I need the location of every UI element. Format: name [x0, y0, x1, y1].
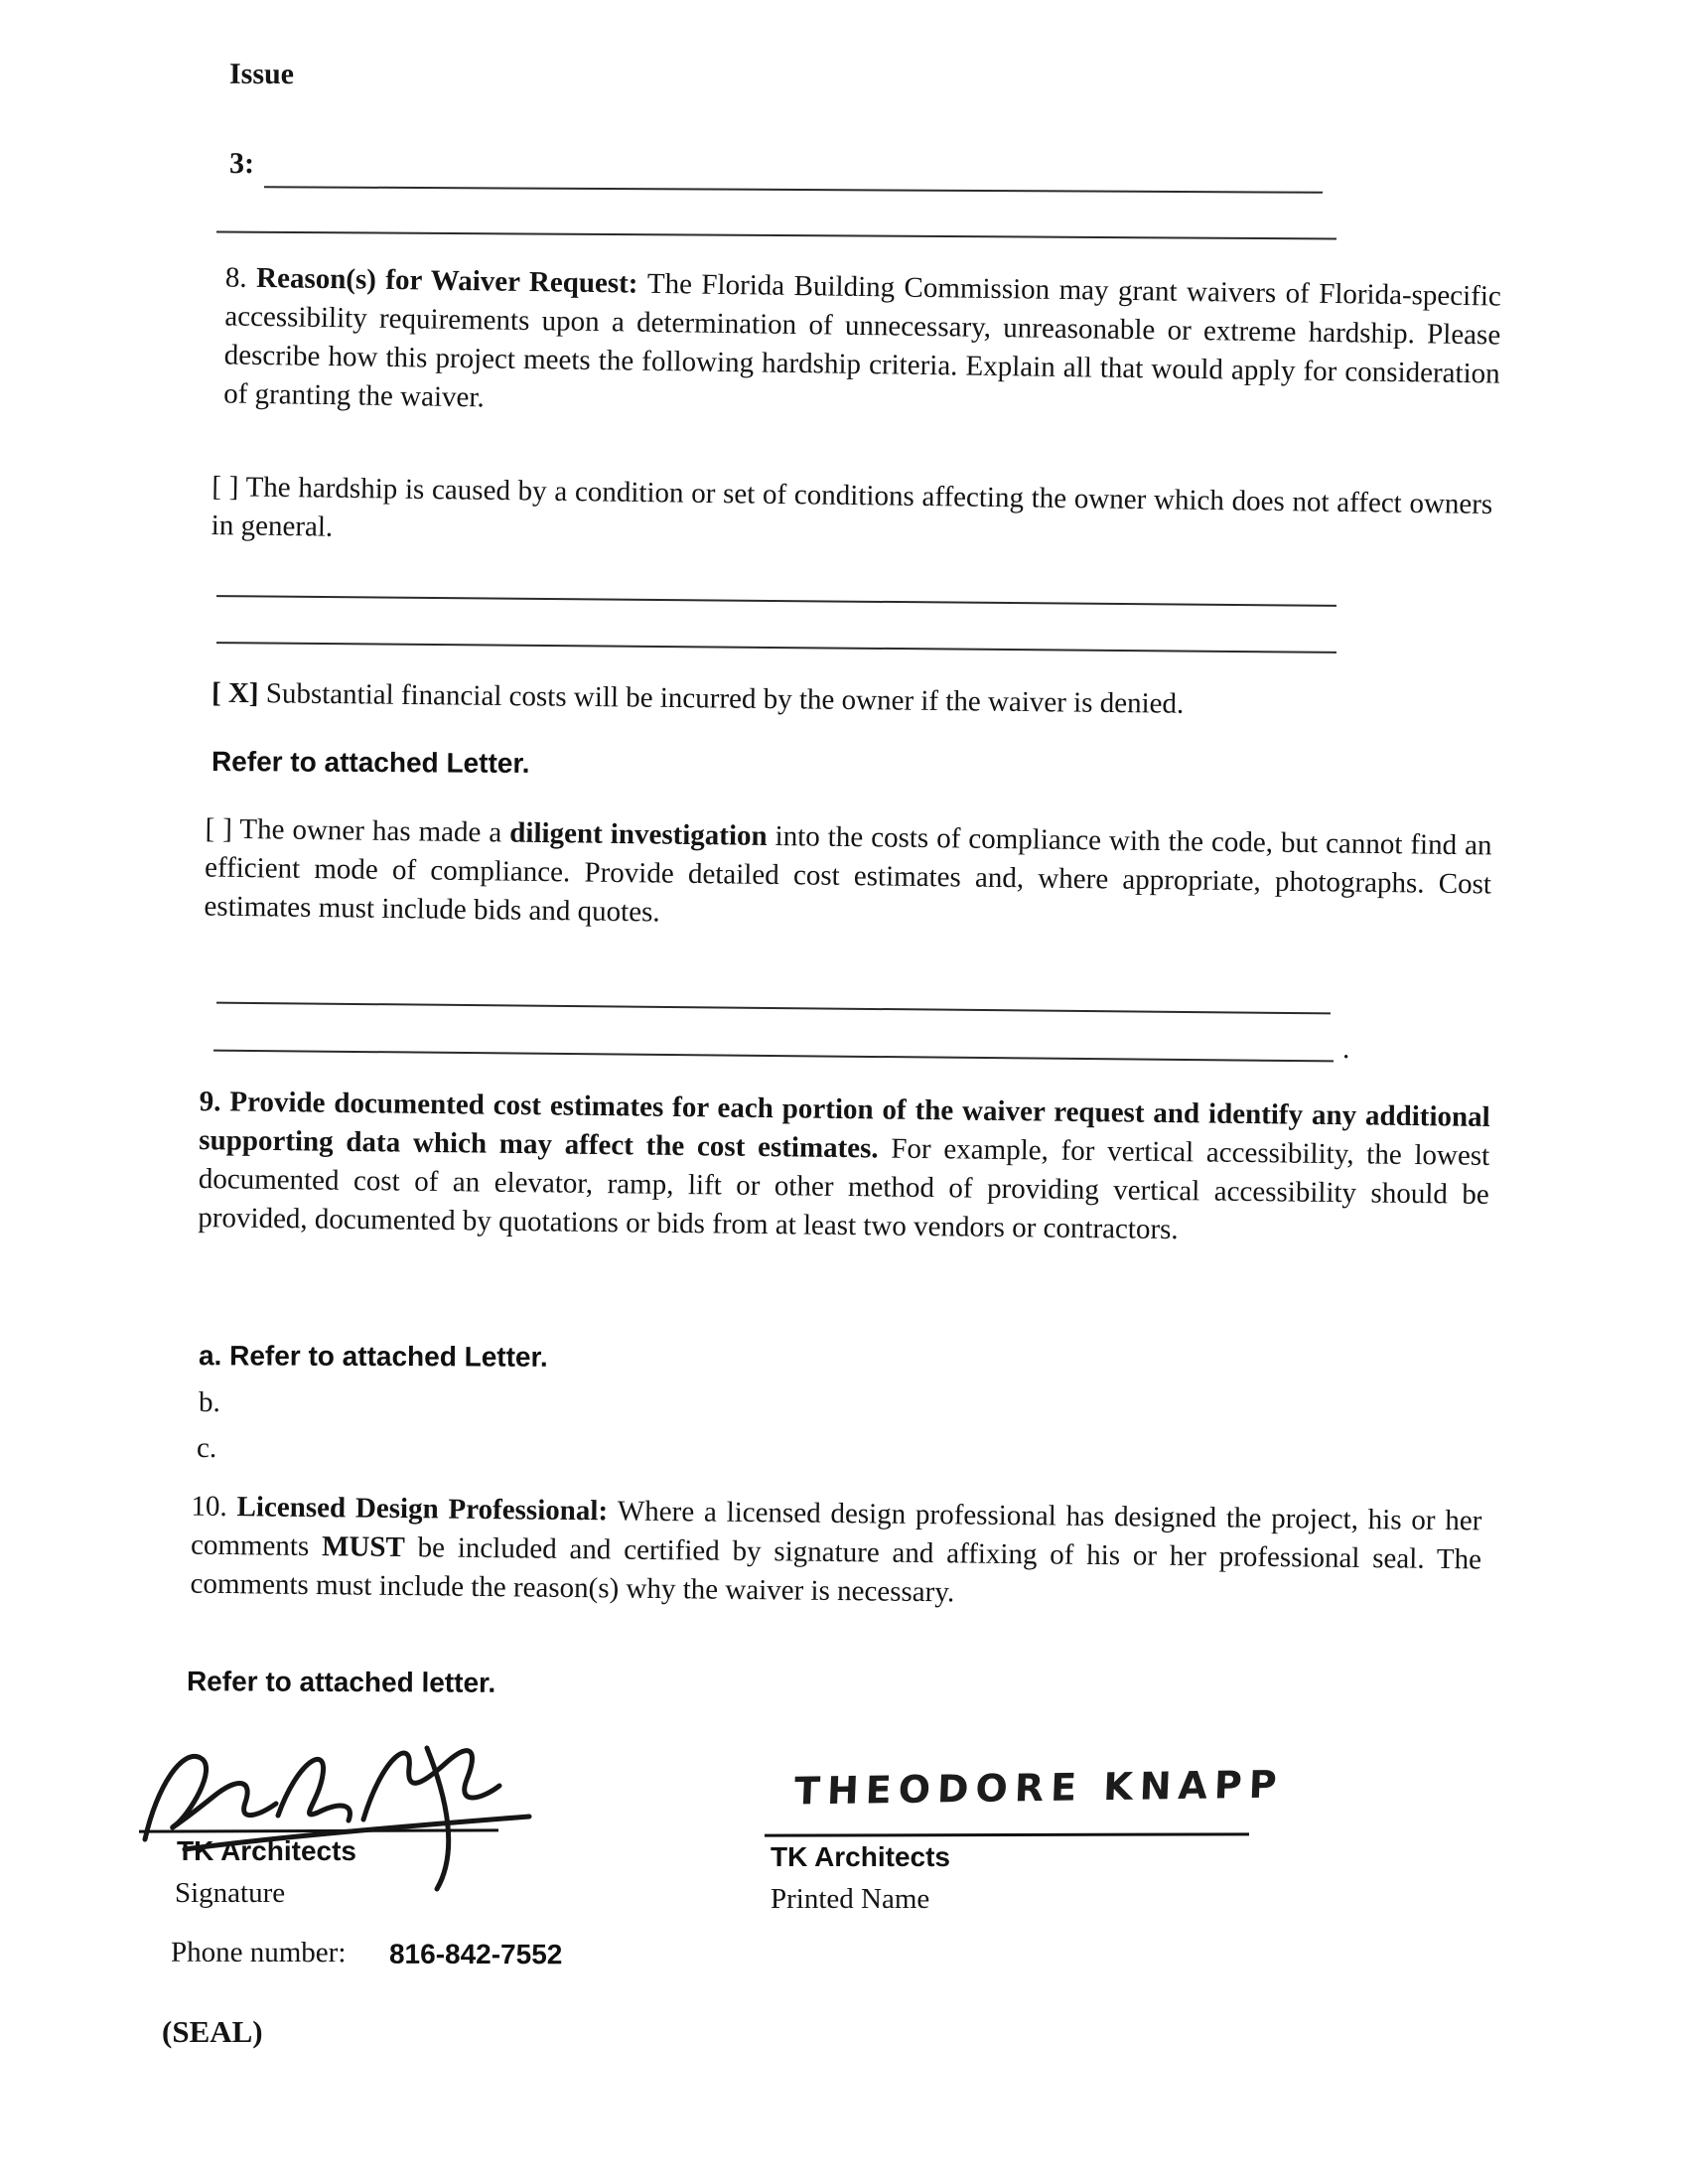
issue-answer-line-2: [216, 231, 1336, 240]
signature-handwriting: [127, 1720, 594, 1914]
criterion-3-text-post: into the costs of compliance with the code, but cannot find an efficient mode of compliance. Provide detailed cost estimates and, where appropriate, photographs. Cost estimates must include bids and quotes.: [204, 819, 1492, 929]
section8-body: The Florida Building Commission may grant waivers of Florida-specific accessibility requirements upon a determination of unnecessary, unreasonable or extreme hardship. Please describe how this project meets the following hardship criteria. Explain all that would apply for consideration of granting the waiver.: [222, 267, 1502, 414]
section9-paragraph: [198, 1083, 1490, 1253]
criterion-3-answer-line-2: [213, 1050, 1334, 1063]
section10-response: Refer to attached letter.: [186, 1666, 496, 1698]
section9-item-b-label: b.: [198, 1385, 220, 1419]
criterion-1-text: The hardship is caused by a condition or set of conditions affecting the owner which does not affect owners in general.: [211, 471, 1493, 543]
section10-body-pre: Where a licensed design professional has designed the project, his or her comments: [190, 1495, 1482, 1563]
section9-number: 9.: [199, 1086, 230, 1118]
section9-item-c-label: c.: [196, 1431, 217, 1465]
criterion-1-answer-line-1: [216, 595, 1336, 607]
section9-item-a-label: a.: [198, 1340, 230, 1372]
phone-label: Phone number:: [170, 1936, 347, 1969]
printed-name-handwriting: THEODORE KNAPP: [793, 1762, 1285, 1814]
signature-company: TK Architects: [177, 1835, 357, 1866]
section9-item-a-response: Refer to attached Letter.: [229, 1340, 548, 1373]
section10-number: 10.: [191, 1490, 237, 1524]
criterion-2-text: Substantial financial costs will be incurred by the owner if the waiver is denied.: [265, 677, 1185, 720]
section8-paragraph: [223, 258, 1501, 432]
criterion-3-text-pre: The owner has made a: [239, 812, 510, 849]
criterion-1-answer-line-2: [216, 642, 1336, 654]
seal-label: (SEAL): [162, 2014, 263, 2049]
criterion-2-checkbox: [ X]: [211, 676, 266, 710]
phone-value: 816-842-7552: [388, 1938, 563, 1970]
section10-body-bold: MUST: [321, 1530, 406, 1564]
section10-heading: Licensed Design Professional:: [236, 1491, 619, 1528]
criterion-3-text-bold: diligent investigation: [509, 816, 768, 852]
section10-paragraph: [190, 1488, 1481, 1619]
criterion-2-response: Refer to attached Letter.: [211, 746, 530, 779]
section9-item-a: [199, 1340, 548, 1374]
criterion-3-trailing-period: .: [1341, 1032, 1350, 1066]
criterion-3: [204, 810, 1491, 944]
criterion-1: [211, 468, 1493, 563]
printed-name-line: [765, 1832, 1249, 1836]
issue-number: 3:: [228, 146, 255, 181]
signature-label: Signature: [175, 1877, 286, 1909]
section10-body-post: be included and certified by signature and affixing of his or her professional seal. The comments must include the reason(s) why the waiver is necessary.: [190, 1531, 1482, 1609]
section9-body: For example, for vertical accessibility, the lowest documented cost of an elevator, ramp, lift or other method of providing vertical accessibility should be provided, documented by quotations or bids from at least two vendors or contractors.: [198, 1132, 1490, 1246]
criterion-1-checkbox: [ ]: [211, 470, 246, 504]
issue-answer-line-1: [264, 186, 1323, 194]
criterion-2: [211, 674, 1492, 728]
issue-label: Issue: [228, 57, 295, 91]
criterion-3-checkbox: [ ]: [205, 812, 240, 845]
printed-name-label: Printed Name: [771, 1883, 930, 1915]
section9-heading: Provide documented cost estimates for each portion of the waiver request and identify any additional supporting data which may affect the cost estimates.: [199, 1086, 1490, 1165]
criterion-3-answer-line-1: [216, 1002, 1331, 1015]
section8-number: 8.: [224, 261, 257, 294]
section8-heading: Reason(s) for Waiver Request:: [255, 261, 648, 300]
printed-name-company: TK Architects: [771, 1841, 951, 1872]
